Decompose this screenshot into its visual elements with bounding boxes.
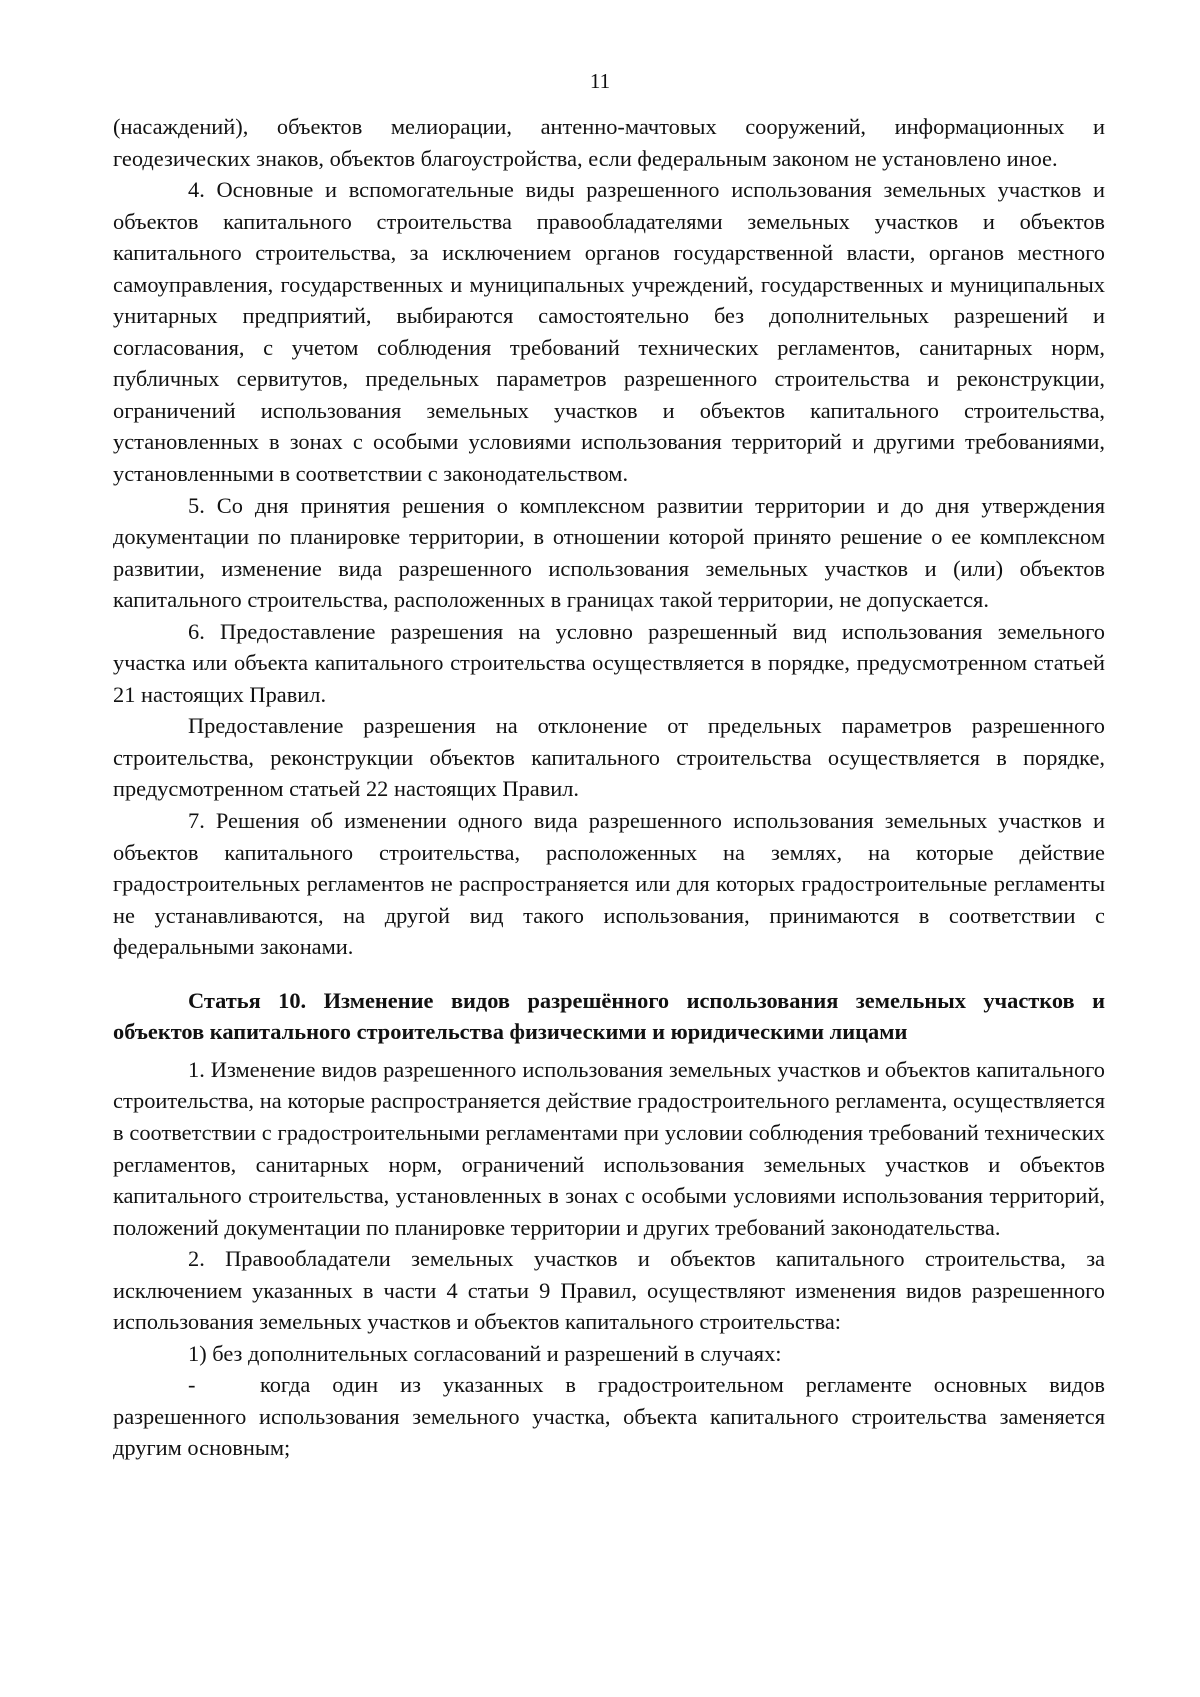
- page-number: 11: [589, 69, 611, 93]
- article-10-paragraph-1: 1. Изменение видов разрешенного использования земельных участков и объектов капитального строительства, на которые распространяется действие градостроительного регламента, осуществляется в соответствии с градостроительными регламентами при условии соблюдения требований технических регламентов, санитарных норм, ограничений использования земельных участков и объектов капитального строительства, установленных в зонах с особыми условиями использования территорий, положений документации по планировке территории и других требований законодательства.: [113, 1056, 1105, 1240]
- paragraph-item-5: 5. Со дня принятия решения о комплексном развитии территории и до дня утверждения документации по планировке территории, в отношении которой принято решение о ее комплексном развитии, изменение вида разрешенного использования земельных участков и (или) объектов капитального строительства, расположенных в границах такой территории, не допускается.: [113, 492, 1105, 613]
- dash-item-text: когда один из указанных в градостроительном регламенте основных видов разрешенного использования земельного участка, объекта капитального строительства заменяется другим основным;: [113, 1372, 1105, 1461]
- paragraph-item-6: 6. Предоставление разрешения на условно разрешенный вид использования земельного участка или объекта капитального строительства осуществляется в порядке, предусмотренном статьей 21 настоящих Правил.: [113, 618, 1105, 707]
- article-10-heading: Статья 10. Изменение видов разрешённого использования земельных участков и объектов капитального строительства физическими и юридическими лицами: [113, 987, 1105, 1045]
- dash-marker: -: [188, 1372, 196, 1398]
- article-10-dash-item: [113, 1369, 1105, 1464]
- paragraph-item-7: 7. Решения об изменении одного вида разрешенного использования земельных участков и объектов капитального строительства, расположенных на землях, на которые действие градостроительных регламентов не распространяется или для которых градостроительные регламенты не устанавливаются, на другой вид такого использования, принимаются в соответствии с федеральными законами.: [113, 808, 1105, 960]
- article-10-paragraph-2: 2. Правообладатели земельных участков и объектов капитального строительства, за исключением указанных в части 4 статьи 9 Правил, осуществляют изменения видов разрешенного использования земельных участков и объектов капитального строительства:: [113, 1246, 1105, 1335]
- article-10-subitem-1: 1) без дополнительных согласований и разрешений в случаях:: [188, 1340, 782, 1366]
- paragraph-item-4: 4. Основные и вспомогательные виды разрешенного использования земельных участков и объектов капитального строительства правообладателями земельных участков и объектов капитального строительства, за исключением органов государственной власти, органов местного самоуправления, государственных и муниципальных учреждений, государственных и муниципальных унитарных предприятий, выбираются самостоятельно без дополнительных разрешений и согласования, с учетом соблюдения требований технических регламентов, санитарных норм, публичных сервитутов, предельных параметров разрешенного строительства и реконструкции, ограничений использования земельных участков и объектов капитального строительства, установленных в зонах с особыми условиями использования территорий и другими требованиями, установленными в соответствии с законодательством.: [113, 177, 1105, 487]
- document-body: [113, 111, 1105, 1464]
- paragraph-item-6-second: Предоставление разрешения на отклонение от предельных параметров разрешенного строительства, реконструкции объектов капитального строительства осуществляется в порядке, предусмотренном статьей 22 настоящих Правил.: [113, 713, 1105, 802]
- paragraph-continuation: (насаждений), объектов мелиорации, антенно-мачтовых сооружений, информационных и геодезических знаков, объектов благоустройства, если федеральным законом не установлено иное.: [113, 114, 1105, 171]
